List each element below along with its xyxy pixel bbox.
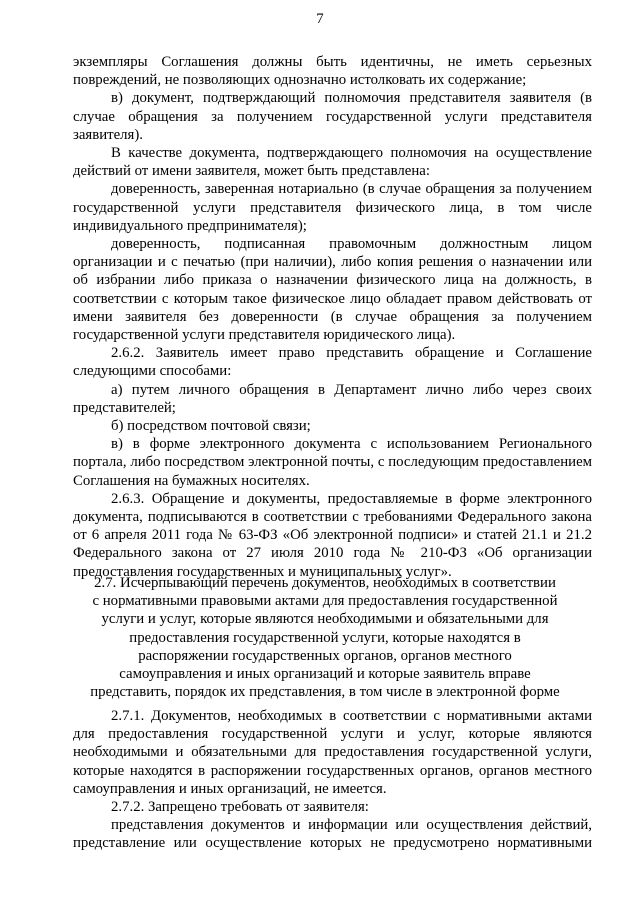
body-block-1 — [73, 53, 592, 581]
section-heading-text: 2.7. Исчерпывающий перечень документов, необходимых в соответствии с нормативными правовыми актами для предоставления государственной услуги и услуг, которые являются необходимыми и обязательными для предоставления государственной услуги, которые находятся в распоряжении государственных органов, органов местного самоуправления и иных организаций и которые заявитель вправе представить, порядок их представления, в том числе в электронной форме — [90, 575, 560, 701]
paragraph: 2.6.2. Заявитель имеет право представить обращение и Соглашение следующими способами: — [73, 345, 592, 380]
paragraph: в) документ, подтверждающий полномочия представителя заявителя (в случае обращения за получением государственной услуги представителя заявителя). — [73, 90, 592, 143]
paragraph: доверенность, подписанная правомочным должностным лицом организации и с печатью (при наличии), либо копия решения о назначении или об избрании либо приказа о назначении физического лица на должность, в соответствии с которым такое физическое лицо обладает правом действовать от имени заявителя без доверенности (в случае обращения за получением государственной услуги представителя юридического лица). — [73, 236, 592, 344]
paragraph: доверенность, заверенная нотариально (в случае обращения за получением государственной услуги представителя физического лица, в том числе индивидуального предпринимателя); — [73, 181, 592, 234]
paragraph: а) путем личного обращения в Департамент лично либо через своих представителей; — [73, 381, 592, 416]
paragraph: представления документов и информации или осуществления действий, представление или осуществление которых не предусмотрено нормативными — [73, 817, 592, 852]
paragraph: 2.7.1. Документов, необходимых в соответствии с нормативными актами для предоставления государственной услуги и услуг, которые являются необходимыми и обязательными для предоставления государственной услуги, которые находятся в распоряжении государственных органов, органов местного самоуправления и иных организаций, не имеется. — [73, 708, 592, 797]
paragraph: В качестве документа, подтверждающего полномочия на осуществление действий от имени заявителя, может быть представлена: — [73, 145, 592, 180]
section-heading — [90, 574, 560, 701]
paragraph: экземпляры Соглашения должны быть идентичны, не иметь серьезных повреждений, не позволяющих однозначно истолковать их содержание; — [73, 54, 592, 89]
paragraph: 2.7.2. Запрещено требовать от заявителя: — [111, 799, 369, 816]
body-block-2 — [73, 707, 592, 853]
paragraph: в) в форме электронного документа с использованием Регионального портала, либо посредством электронной почты, с последующим предоставлением Соглашения на бумажных носителях. — [73, 436, 592, 489]
page-number: 7 — [316, 11, 324, 27]
paragraph: б) посредством почтовой связи; — [111, 418, 311, 435]
paragraph: 2.6.3. Обращение и документы, предоставляемые в форме электронного документа, подписываются в соответствии с требованиями Федерального закона от 6 апреля 2011 года № 63-ФЗ «Об электронной подписи» и статей 21.1 и 21.2 Федерального закона от 27 июля 2010 года № 210-ФЗ «Об организации предоставления государственных и муниципальных услуг». — [73, 490, 592, 580]
